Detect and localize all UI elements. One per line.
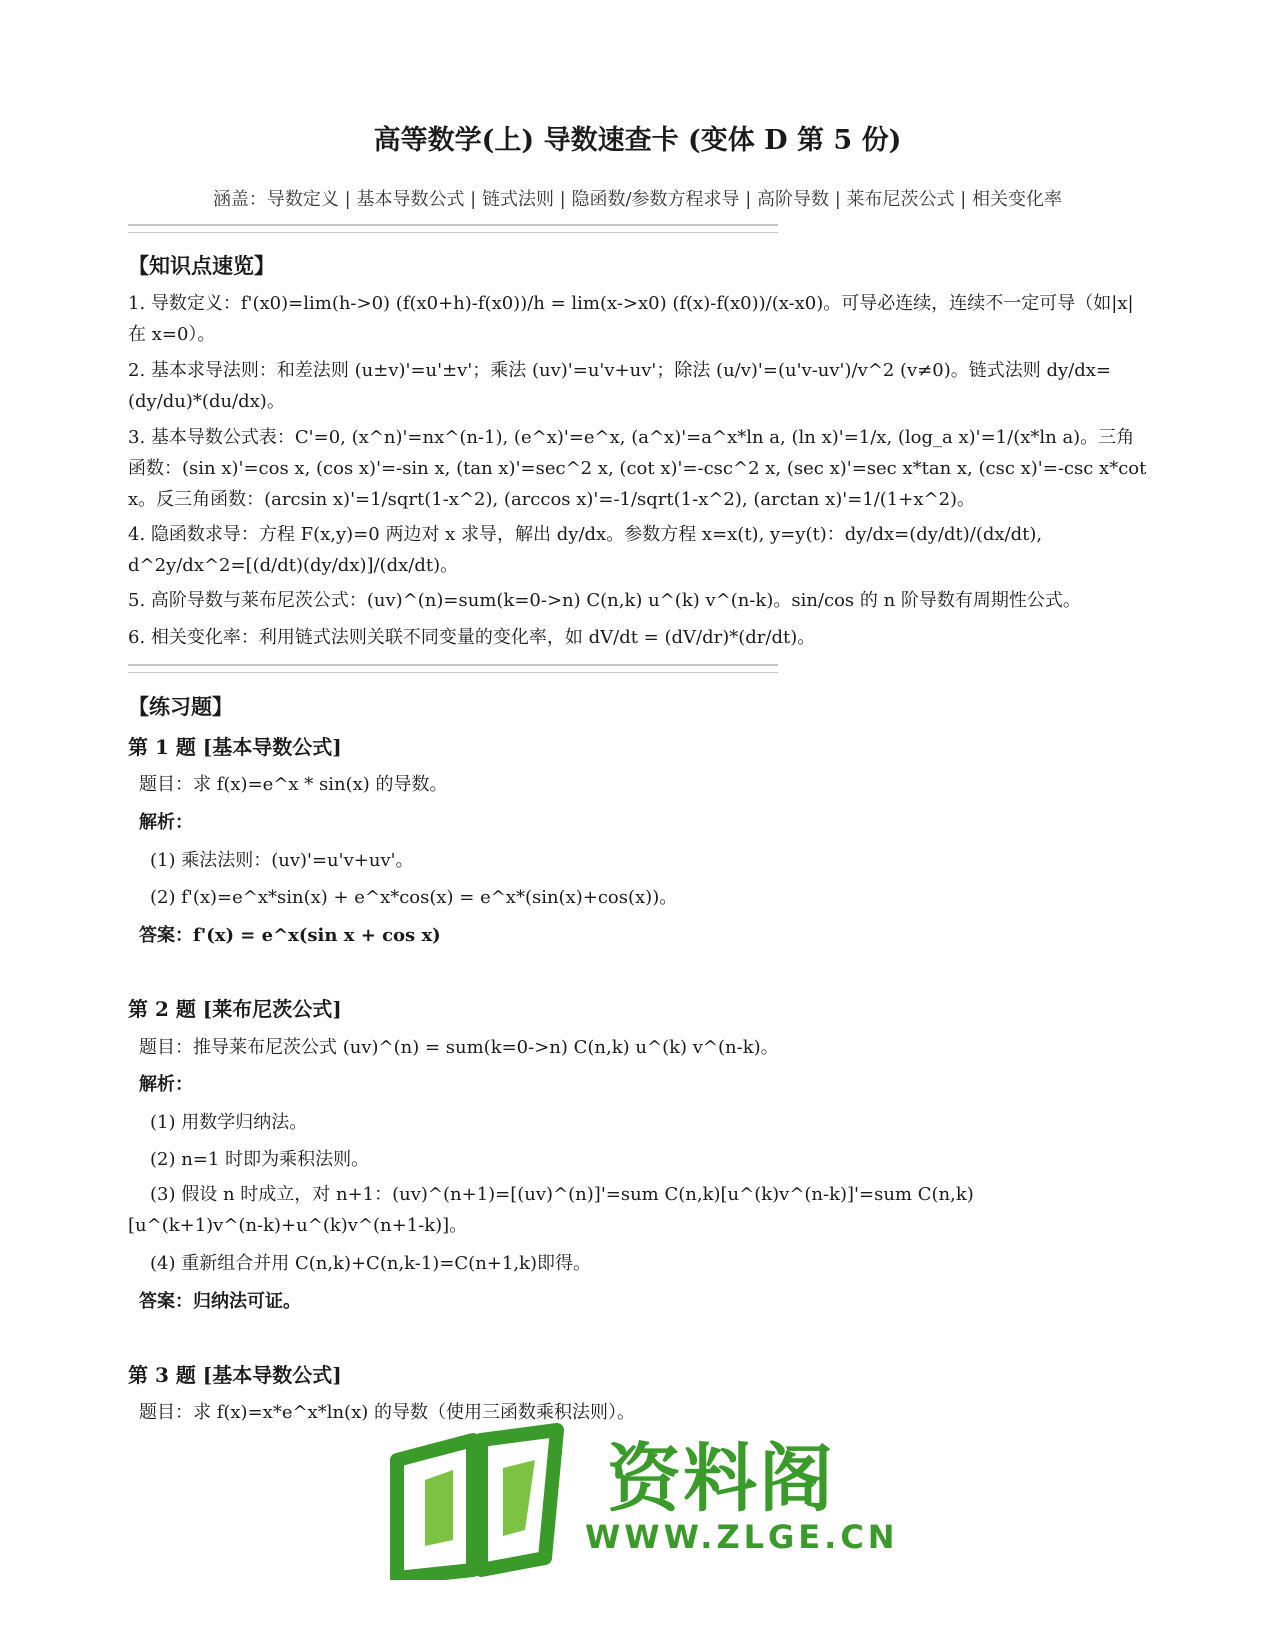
question-2-analysis-label: 解析： <box>139 1074 193 1095</box>
knowledge-point-6: 6. 相关变化率：利用链式法则关联不同变量的变化率，如 dV/dt = (dV/dr)*(dr/dt)。 <box>128 627 816 648</box>
divider <box>128 664 778 673</box>
question-2-header: 第 2 题 [莱布尼茨公式] <box>128 997 342 1021</box>
question-2-text: 题目：推导莱布尼茨公式 (uv)^(n) = sum(k=0->n) C(n,k) u^(k) v^(n-k)。 <box>139 1037 779 1058</box>
knowledge-point-3: 3. 基本导数公式表：C'=0, (x^n)'=nx^(n-1), (e^x)'=e^x, (a^x)'=a^x*ln a, (ln x)'=1/x, (log_a x)'=1/(x*ln a)。三角函数：(sin x)'=cos x, (cos x)'=-sin x, (tan x)'=sec^2 x, (cot x)'=-csc^2 x, (sec x)'=sec x*tan x, (csc x)'=-csc x*cot x。反三角函数：(arcsin x)'=1/sqrt(1-x^2), (arccos x)'=-1/sqrt(1-x^2), (arctan x)'=1/(1+x^2)。 <box>128 427 1147 510</box>
knowledge-heading: 【知识点速览】 <box>128 253 275 278</box>
question-3-header: 第 3 题 [基本导数公式] <box>128 1363 342 1387</box>
open-book-icon <box>385 1420 575 1580</box>
question-1-answer: 答案：f'(x) = e^x(sin x + cos x) <box>139 925 441 946</box>
question-3-text: 题目：求 f(x)=x*e^x*ln(x) 的导数（使用三函数乘积法则）。 <box>139 1402 635 1423</box>
question-1-header: 第 1 题 [基本导数公式] <box>128 735 342 759</box>
knowledge-point-4: 4. 隐函数求导：方程 F(x,y)=0 两边对 x 求导，解出 dy/dx。参数方程 x=x(t), y=y(t)：dy/dx=(dy/dt)/(dx/dt), d^2y/dx^2=[(d/dt)(dy/dx)]/(dx/dt)。 <box>128 524 1043 576</box>
question-1-step-1: (1) 乘法法则：(uv)'=u'v+uv'。 <box>150 850 414 871</box>
exercises-heading: 【练习题】 <box>128 694 233 719</box>
divider <box>128 224 778 233</box>
knowledge-point-2: 2. 基本求导法则：和差法则 (u±v)'=u'±v'；乘法 (uv)'=u'v+uv'；除法 (u/v)'=(u'v-uv')/v^2 (v≠0)。链式法则 dy/dx=(dy/du)*(du/dx)。 <box>128 360 1111 412</box>
page-title: 高等数学(上) 导数速查卡 (变体 D 第 5 份) <box>373 125 902 156</box>
question-2-step-1: (1) 用数学归纳法。 <box>150 1112 308 1133</box>
watermark-url: WWW.ZLGE.CN <box>585 1518 899 1556</box>
question-1-text: 题目：求 f(x)=e^x * sin(x) 的导数。 <box>139 774 448 795</box>
question-2-answer: 答案：归纳法可证。 <box>139 1291 301 1312</box>
question-1-analysis-label: 解析： <box>139 812 193 833</box>
question-1-step-2: (2) f'(x)=e^x*sin(x) + e^x*cos(x) = e^x*(sin(x)+cos(x))。 <box>150 887 678 908</box>
watermark-logo <box>395 1420 899 1580</box>
knowledge-point-1: 1. 导数定义：f'(x0)=lim(h->0) (f(x0+h)-f(x0))/h = lim(x->x0) (f(x)-f(x0))/(x-x0)。可导必连续，连续不一定可导（如|x|在 x=0）。 <box>128 293 1134 345</box>
question-2-step-3: (3) 假设 n 时成立，对 n+1：(uv)^(n+1)=[(uv)^(n)]'=sum C(n,k)[u^(k)v^(n-k)]'=sum C(n,k)[u^(k+1)v^(n-k)+u^(k)v^(n+1-k)]。 <box>128 1184 974 1236</box>
coverage-line: 涵盖：导数定义 | 基本导数公式 | 链式法则 | 隐函数/参数方程求导 | 高阶导数 | 莱布尼茨公式 | 相关变化率 <box>212 189 1063 210</box>
question-2-step-4: (4) 重新组合并用 C(n,k)+C(n,k-1)=C(n+1,k)即得。 <box>150 1253 591 1274</box>
watermark-name: 资料阁 <box>607 1436 835 1522</box>
question-2-step-2: (2) n=1 时即为乘积法则。 <box>150 1149 370 1170</box>
knowledge-point-5: 5. 高阶导数与莱布尼茨公式：(uv)^(n)=sum(k=0->n) C(n,k) u^(k) v^(n-k)。sin/cos 的 n 阶导数有周期性公式。 <box>128 590 1081 611</box>
